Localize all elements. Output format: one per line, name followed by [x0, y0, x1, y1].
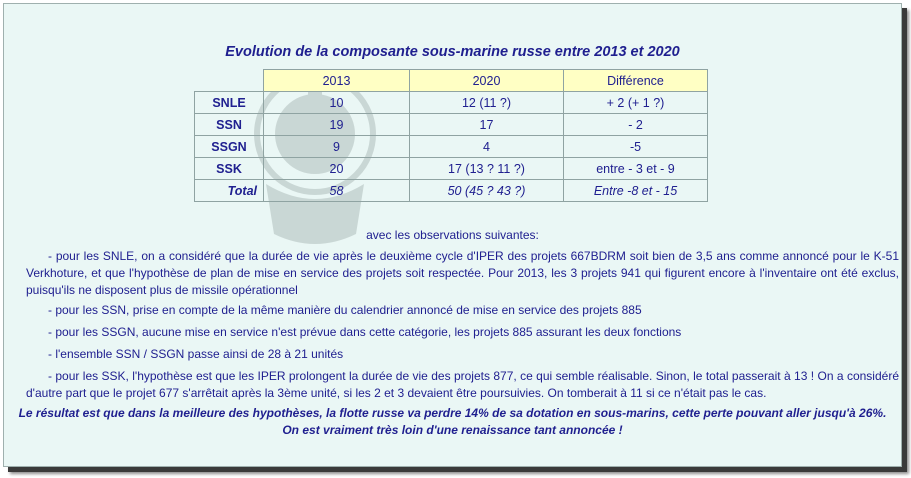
observations-intro: avec les observations suivantes: [366, 228, 539, 242]
document-frame [3, 3, 902, 467]
page-title: Evolution de la composante sous-marine russe entre 2013 et 2020 [225, 44, 680, 60]
cell-2020: 17 [410, 114, 564, 136]
cell-difference: entre - 3 et - 9 [564, 158, 708, 180]
cell-2013: 19 [264, 114, 410, 136]
cell-difference: + 2 (+ 1 ?) [564, 92, 708, 114]
cell-difference: Entre -8 et - 15 [564, 180, 708, 202]
paragraph-ssk: - pour les SSK, l'hypothèse est que les IPER prolongent la durée de vie des projets 877, ce qui semble réalisable. Sinon, le total passerait à 13 ! On a considéré d'autre part que le projet 677 s'arrêtait après la 3ème unité, si les 2 et 3 devaient être poursuivies. On tomberait à 11 si ce n'était pas le cas. [26, 369, 899, 400]
paragraph-ssn: - pour les SSN, prise en compte de la même manière du calendrier annoncé de mise en service des projets 885 [48, 303, 642, 317]
conclusion-line-2: On est vraiment très loin d'une renaissance tant annoncée ! [282, 423, 623, 437]
row-label: SSN [195, 114, 264, 136]
table-row-total [195, 180, 708, 202]
table-header-row [195, 70, 708, 92]
header-empty [195, 70, 264, 92]
header-2013: 2013 [264, 70, 410, 92]
row-label: SNLE [195, 92, 264, 114]
table-row [195, 158, 708, 180]
cell-2020: 50 (45 ? 43 ?) [410, 180, 564, 202]
cell-2013: 58 [264, 180, 410, 202]
cell-2013: 10 [264, 92, 410, 114]
paragraph-ssn-ssgn: - l'ensemble SSN / SSGN passe ainsi de 28 à 21 unités [48, 347, 344, 361]
table-row [195, 92, 708, 114]
cell-2013: 9 [264, 136, 410, 158]
cell-2020: 4 [410, 136, 564, 158]
comparison-table [194, 69, 708, 202]
paragraph-snle: - pour les SNLE, on a considéré que la durée de vie après le deuxième cycle d'IPER des projets 667BDRM soit bien de 3,5 ans comme annoncé pour le K-51 Verkhoture, et que l'hypothèse de plan de mise en service des projets soit respectée. Pour 2013, les 3 projets 941 qui figurent encore à l'inventaire ont été exclus, puisqu'ils ne disposent plus de missile opérationnel [26, 249, 899, 297]
row-label: Total [195, 180, 264, 202]
cell-2020: 17 (13 ? 11 ?) [410, 158, 564, 180]
row-label: SSGN [195, 136, 264, 158]
header-2020: 2020 [410, 70, 564, 92]
paragraph-ssgn: - pour les SSGN, aucune mise en service n'est prévue dans cette catégorie, les projets 885 assurant les deux fonctions [48, 325, 682, 339]
conclusion-line-1: Le résultat est que dans la meilleure des hypothèses, la flotte russe va perdre 14% de sa dotation en sous-marins, cette perte pouvant aller jusqu'à 26%. [18, 406, 887, 420]
cell-difference: -5 [564, 136, 708, 158]
cell-2013: 20 [264, 158, 410, 180]
header-difference: Différence [564, 70, 708, 92]
cell-2020: 12 (11 ?) [410, 92, 564, 114]
table-row [195, 114, 708, 136]
row-label: SSK [195, 158, 264, 180]
cell-difference: - 2 [564, 114, 708, 136]
table-row [195, 136, 708, 158]
